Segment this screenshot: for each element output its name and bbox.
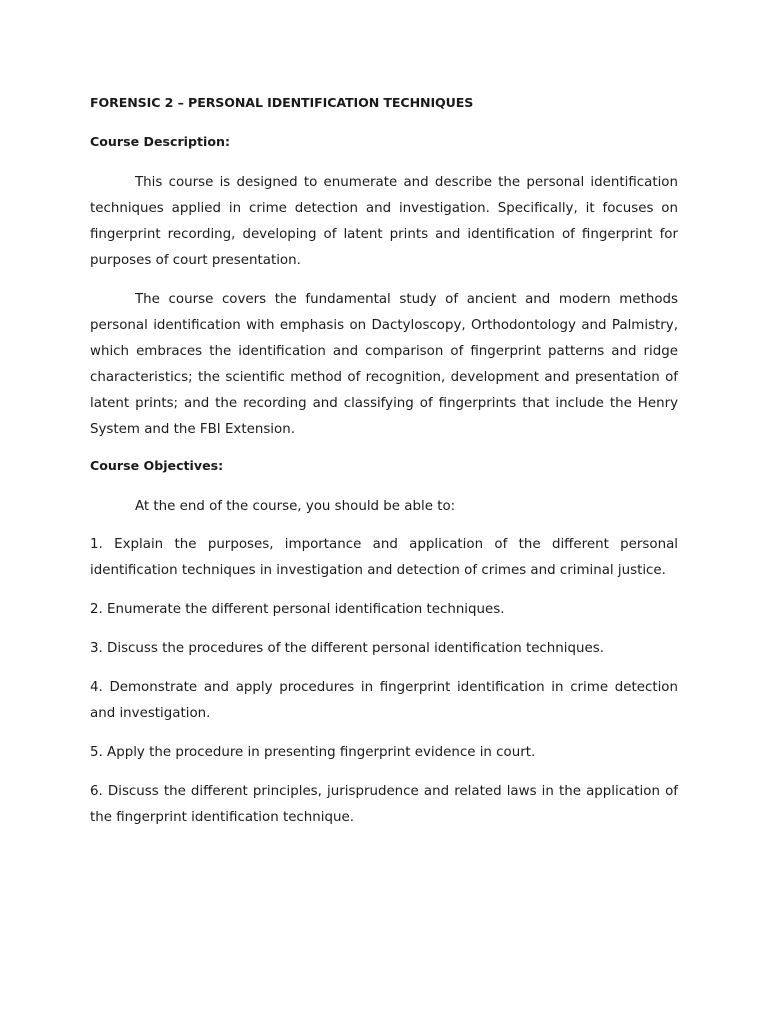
description-paragraph-1: This course is designed to enumerate and describe the personal identification techniques applied in crime detection and investigation. Specifically, it focuses on fingerprint recording, developing of latent prints and identification of fingerprint for purposes of court presentation.	[90, 175, 678, 268]
objective-text: Enumerate the different personal identification techniques.	[107, 602, 505, 617]
document-page	[90, 93, 678, 844]
objective-item-6	[90, 779, 678, 831]
objective-text: Apply the procedure in presenting fingerprint evidence in court.	[107, 745, 536, 760]
course-objectives-heading: Course Objectives:	[90, 458, 224, 473]
course-description-heading: Course Description:	[90, 134, 230, 149]
objective-number: 5.	[90, 745, 103, 760]
description-paragraph-2: The course covers the fundamental study of ancient and modern methods personal identification with emphasis on Dactyloscopy, Orthodontology and Palmistry, which embraces the identification and comparison of fingerprint patterns and ridge characteristics; the scientific method of recognition, development and presentation of latent prints; and the recording and classifying of fingerprints that include the Henry System and the FBI Extension.	[90, 292, 678, 437]
objective-number: 1.	[90, 537, 103, 552]
document-title: FORENSIC 2 – PERSONAL IDENTIFICATION TECHNIQUES	[90, 95, 474, 110]
objective-item-1	[90, 532, 678, 584]
objective-number: 3.	[90, 641, 103, 656]
objective-item-3	[90, 636, 678, 662]
objective-item-5	[90, 740, 678, 766]
objective-text: Explain the purposes, importance and application of the different personal identification techniques in investigation and detection of crimes and criminal justice.	[90, 537, 679, 578]
objective-text: Discuss the different principles, jurisprudence and related laws in the application of the fingerprint identification technique.	[90, 784, 678, 825]
objective-number: 2.	[90, 602, 103, 617]
objective-text: Discuss the procedures of the different personal identification techniques.	[107, 641, 604, 656]
objective-number: 4.	[90, 680, 103, 695]
objective-item-4	[90, 675, 678, 727]
objectives-intro: At the end of the course, you should be able to:	[135, 499, 456, 514]
objective-number: 6.	[90, 784, 103, 799]
objective-text: Demonstrate and apply procedures in fingerprint identification in crime detection and investigation.	[90, 680, 678, 721]
objective-item-2	[90, 597, 678, 623]
